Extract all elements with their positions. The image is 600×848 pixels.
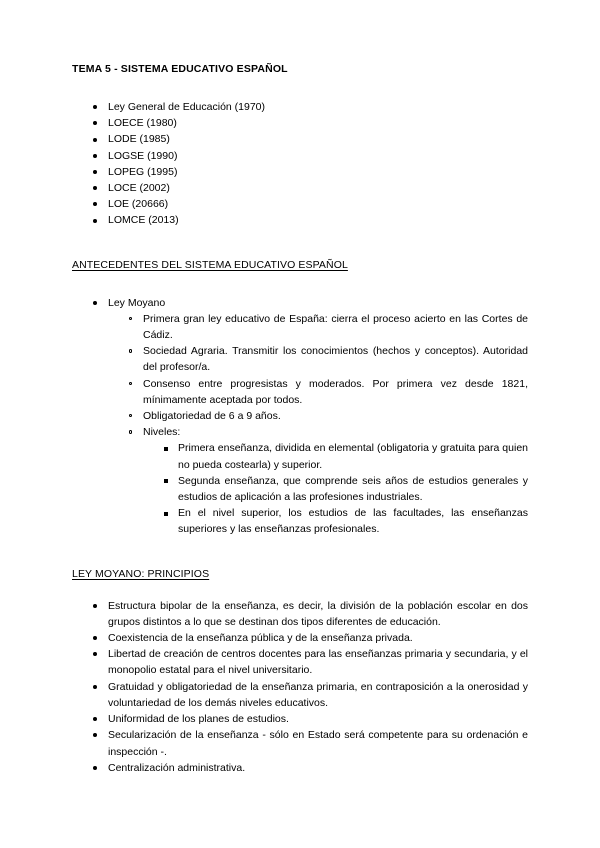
spacer (72, 273, 528, 295)
bullet-disc-icon (93, 105, 97, 109)
law-name: Ley General de Educación (1970) (108, 101, 266, 113)
bullet-disc-icon (93, 202, 97, 206)
principio-text: Centralización administrativa. (108, 761, 246, 774)
list-item (72, 343, 528, 375)
bullet-square-icon (164, 512, 168, 516)
law-name: LOE (20666) (108, 198, 169, 211)
law-name: LOPEG (1995) (108, 165, 178, 178)
list-item (72, 99, 528, 115)
law-name: LODE (1985) (108, 133, 170, 146)
antecedentes-list (72, 295, 528, 311)
bullet-disc-icon (93, 636, 97, 640)
bullet-disc-icon (93, 186, 97, 190)
list-item (72, 711, 528, 727)
spacer (72, 229, 528, 258)
list-item (72, 408, 528, 424)
list-item (72, 473, 528, 505)
principio-text: Libertad de creación de centros docentes para las enseñanzas primaria y secundaria, y el monopolio estatal para el nivel universitario. (108, 648, 528, 677)
sub-item-text: Sociedad Agraria. Transmitir los conocimientos (hechos y conceptos). Autoridad del profesor/a. (143, 345, 528, 374)
section-heading-antecedentes: ANTECEDENTES DEL SISTEMA EDUCATIVO ESPAÑOL (72, 258, 348, 271)
spacer (72, 538, 528, 567)
list-item (72, 148, 528, 164)
list-item (72, 440, 528, 472)
section-heading-principios: LEY MOYANO: PRINCIPIOS (72, 567, 210, 580)
bullet-disc-icon (93, 301, 97, 305)
list-item (72, 311, 528, 343)
sub-item-text: Niveles: (143, 426, 181, 439)
ley-moyano-sublist (72, 311, 528, 441)
spacer (72, 582, 528, 598)
bullet-circle-icon (129, 430, 132, 433)
principios-list (72, 598, 528, 776)
list-item (72, 727, 528, 759)
bullet-disc-icon (93, 154, 97, 158)
bullet-disc-icon (93, 138, 97, 142)
list-item (72, 760, 528, 776)
bullet-disc-icon (93, 170, 97, 174)
list-item (72, 131, 528, 147)
bullet-circle-icon (129, 382, 132, 385)
document-body (72, 62, 528, 776)
list-item (72, 115, 528, 131)
list-item (72, 295, 528, 311)
law-name: LOECE (1980) (108, 117, 177, 130)
list-item (72, 646, 528, 678)
laws-list (72, 99, 528, 229)
nivel-text: En el nivel superior, los estudios de las facultades, las enseñanzas superiores y las enseñanzas profesionales. (178, 507, 528, 536)
nivel-text: Segunda enseñanza, que comprende seis años de estudios generales y estudios de aplicación a las profesiones industriales. (178, 474, 528, 504)
bullet-circle-icon (129, 414, 132, 417)
niveles-list (72, 440, 528, 537)
nivel-text: Primera enseñanza, dividida en elemental (obligatoria y gratuita para quien no pueda costearla) y superior. (178, 442, 528, 471)
list-item (72, 505, 528, 537)
list-item (72, 164, 528, 180)
sub-item-text: Primera gran ley educativo de España: cierra el proceso acierto en las Cortes de Cádiz. (143, 312, 528, 342)
bullet-disc-icon (93, 604, 97, 608)
list-item (72, 424, 528, 440)
law-name: LOGSE (1990) (108, 149, 178, 162)
bullet-disc-icon (93, 121, 97, 125)
bullet-square-icon (164, 447, 168, 451)
bullet-disc-icon (93, 652, 97, 656)
list-item (72, 212, 528, 228)
principio-text: Secularización de la enseñanza - sólo en Estado será competente para su ordenación e inspección -. (108, 729, 528, 758)
bullet-circle-icon (129, 317, 132, 320)
page-title: TEMA 5 - SISTEMA EDUCATIVO ESPAÑOL (72, 63, 288, 75)
list-item (72, 180, 528, 196)
principio-text: Estructura bipolar de la enseñanza, es decir, la división de la población escolar en dos grupos distintos a lo que se destinan dos tipos diferentes de educación. (108, 599, 528, 628)
ley-moyano-label: Ley Moyano (108, 296, 166, 309)
list-item (72, 196, 528, 212)
list-item (72, 630, 528, 646)
law-name: LOCE (2002) (108, 182, 170, 195)
sub-item-text: Obligatoriedad de 6 a 9 años. (143, 410, 281, 423)
list-item (72, 598, 528, 630)
bullet-circle-icon (129, 349, 132, 352)
list-item (72, 376, 528, 408)
bullet-disc-icon (93, 219, 97, 223)
bullet-disc-icon (93, 717, 97, 721)
list-item (72, 679, 528, 711)
law-name: LOMCE (2013) (108, 214, 179, 227)
bullet-disc-icon (93, 733, 97, 737)
bullet-disc-icon (93, 685, 97, 689)
principio-text: Gratuidad y obligatoriedad de la enseñanza primaria, en contraposición a la onerosidad y voluntariedad de los demás niveles educativos. (108, 680, 528, 709)
bullet-square-icon (164, 479, 168, 483)
principio-text: Uniformidad de los planes de estudios. (108, 713, 289, 726)
sub-item-text: Consenso entre progresistas y moderados. Por primera vez desde 1821, mínimamente aceptada por todos. (143, 377, 528, 406)
bullet-disc-icon (93, 766, 97, 770)
principio-text: Coexistencia de la enseñanza pública y de la enseñanza privada. (108, 632, 413, 645)
